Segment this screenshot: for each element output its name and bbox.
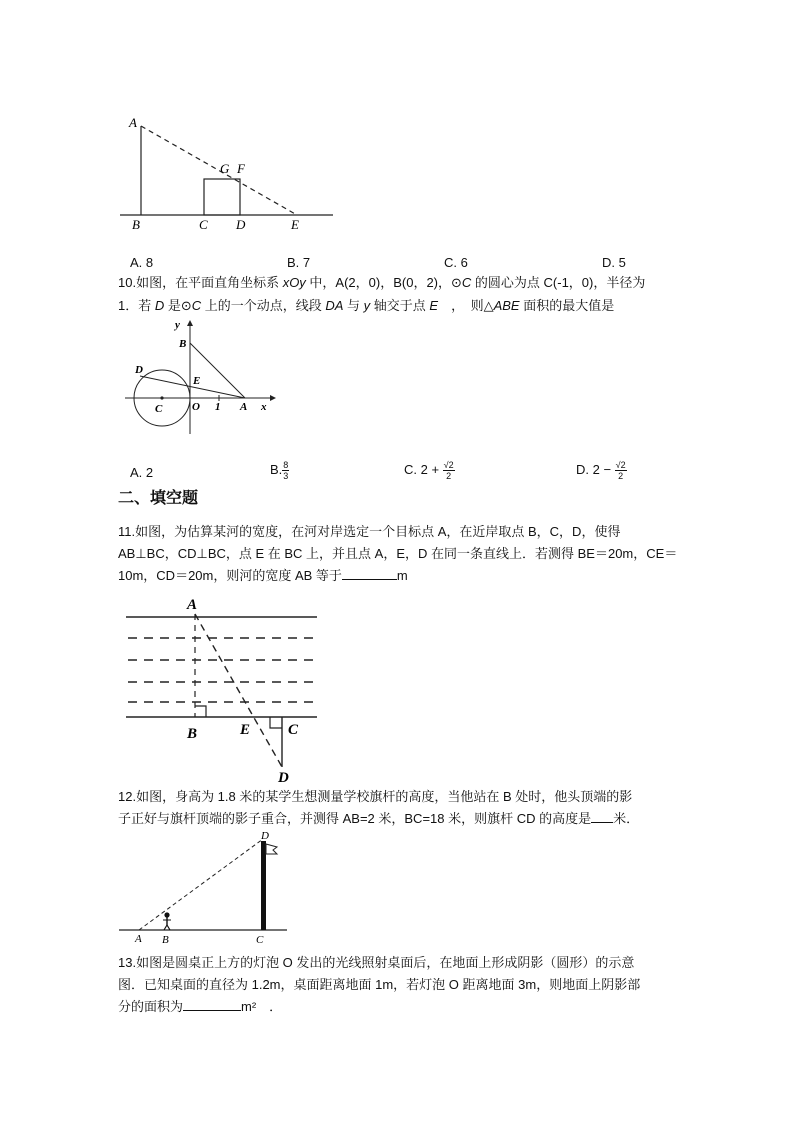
q11-label-c: C	[288, 722, 299, 738]
q11-segment-ad	[195, 614, 282, 767]
q9-figure	[115, 110, 340, 235]
q10-figure	[120, 316, 280, 440]
q12-label-c: C	[256, 934, 264, 946]
q10-label-c: C	[155, 403, 163, 415]
q10-label-d: D	[135, 364, 143, 376]
q10-x-arrow	[270, 395, 276, 401]
q13-line-3: 分的面积为 m² ．	[118, 999, 283, 1014]
q12-figure	[115, 828, 290, 948]
q12-line-2: 子正好与旗杆顶端的影子重合，并测得 AB=2 米，BC=18 米，则旗杆 CD 的高度是 米．	[118, 811, 640, 826]
q11-answer-blank[interactable]	[342, 566, 397, 580]
q10-label-b: B	[179, 338, 187, 350]
q9-option-a: A. 8	[130, 255, 154, 270]
q11-line-2: AB⊥BC，CD⊥BC，点 E 在 BC 上，并且点 A，E，D 在同一条直线上．若测得 BE＝20m，CE＝	[118, 546, 678, 561]
q10-option-a: A. 2	[130, 465, 154, 480]
q9-option-c: C. 6	[444, 255, 468, 270]
q10-y-arrow	[187, 320, 193, 326]
section-title: 二、填空题	[118, 490, 199, 507]
q11-line-3: 10m，CD＝20m，则河的宽度 AB 等于 m	[118, 568, 408, 583]
q10-option-d: D. 2 − $\frac{√2}{2}$	[576, 460, 626, 481]
q9-dashed-ae	[141, 126, 297, 215]
q12-label-a: A	[135, 933, 142, 945]
q12-shadow-line	[139, 839, 263, 930]
q11-line-1: 11.如图，为估算某河的宽度，在河对岸选定一个目标点 A，在近岸取点 B，C，D，使得	[118, 524, 621, 539]
q12-label-d: D	[261, 830, 269, 842]
q12-flagpole	[261, 841, 266, 930]
q11-label-a: A	[187, 597, 198, 613]
q10-option-c: C. 2 + $\frac{√2}{2}$	[404, 460, 454, 481]
q11-figure	[120, 592, 325, 787]
q11-label-b: B	[187, 726, 198, 742]
q12-answer-blank[interactable]	[591, 809, 613, 823]
q9-label-c: C	[199, 217, 208, 232]
q9-option-b: B. 7	[287, 255, 311, 270]
q11-label-e: E	[240, 722, 251, 738]
q12-flag	[266, 844, 277, 854]
q10-label-y: y	[175, 319, 180, 331]
q9-label-e: E	[291, 217, 299, 232]
q12-student-leg-right	[167, 925, 170, 930]
q9-square-cdfg	[204, 179, 240, 215]
q9-option-d: D. 5	[602, 255, 626, 270]
q12-line-1: 12.如图，身高为 1.8 米的某学生想测量学校旗杆的高度，当他站在 B 处时，他头顶端的影	[118, 789, 633, 804]
q10-label-o: O	[192, 401, 200, 413]
q9-label-a: A	[129, 115, 137, 130]
q11-right-angle-c	[270, 717, 282, 728]
q11-label-d: D	[278, 770, 289, 786]
q9-label-d: D	[236, 217, 246, 232]
q10-segment-ab	[190, 343, 245, 398]
q10-line-1: 10.如图，在平面直角坐标系 xOy 中，A(2，0)，B(0，2)，⊙C 的圆心为点 C(-1，0)，半径为	[118, 275, 646, 290]
q10-center-c	[160, 396, 163, 399]
q12-student-leg-left	[164, 925, 167, 930]
q13-answer-blank[interactable]	[183, 997, 241, 1011]
q10-option-b: B. $\frac{8}{3}$	[270, 460, 289, 481]
q10-label-e: E	[193, 375, 201, 387]
q10-line-2: 1．若 D 是⊙C 上的一个动点，线段 DA 与 y 轴交于点 E ， 则△ABE 面积的最大值是	[118, 298, 615, 313]
q10-label-one: 1	[215, 401, 221, 413]
q13-line-1: 13.如图是圆桌正上方的灯泡 O 发出的光线照射桌面后，在地面上形成阴影（圆形）的示意	[118, 955, 635, 970]
q9-label-f: F	[237, 161, 245, 176]
q9-label-b: B	[132, 217, 140, 232]
q13-line-2: 图．已知桌面的直径为 1.2m，桌面距离地面 1m，若灯泡 O 距离地面 3m，则地面上阴影部	[118, 977, 641, 992]
q12-student-head	[164, 912, 169, 917]
q12-label-b: B	[162, 934, 169, 946]
q9-label-g: G	[220, 161, 230, 176]
q10-label-x: x	[261, 401, 267, 413]
q10-label-a: A	[240, 401, 248, 413]
q11-right-angle-b	[195, 706, 206, 717]
